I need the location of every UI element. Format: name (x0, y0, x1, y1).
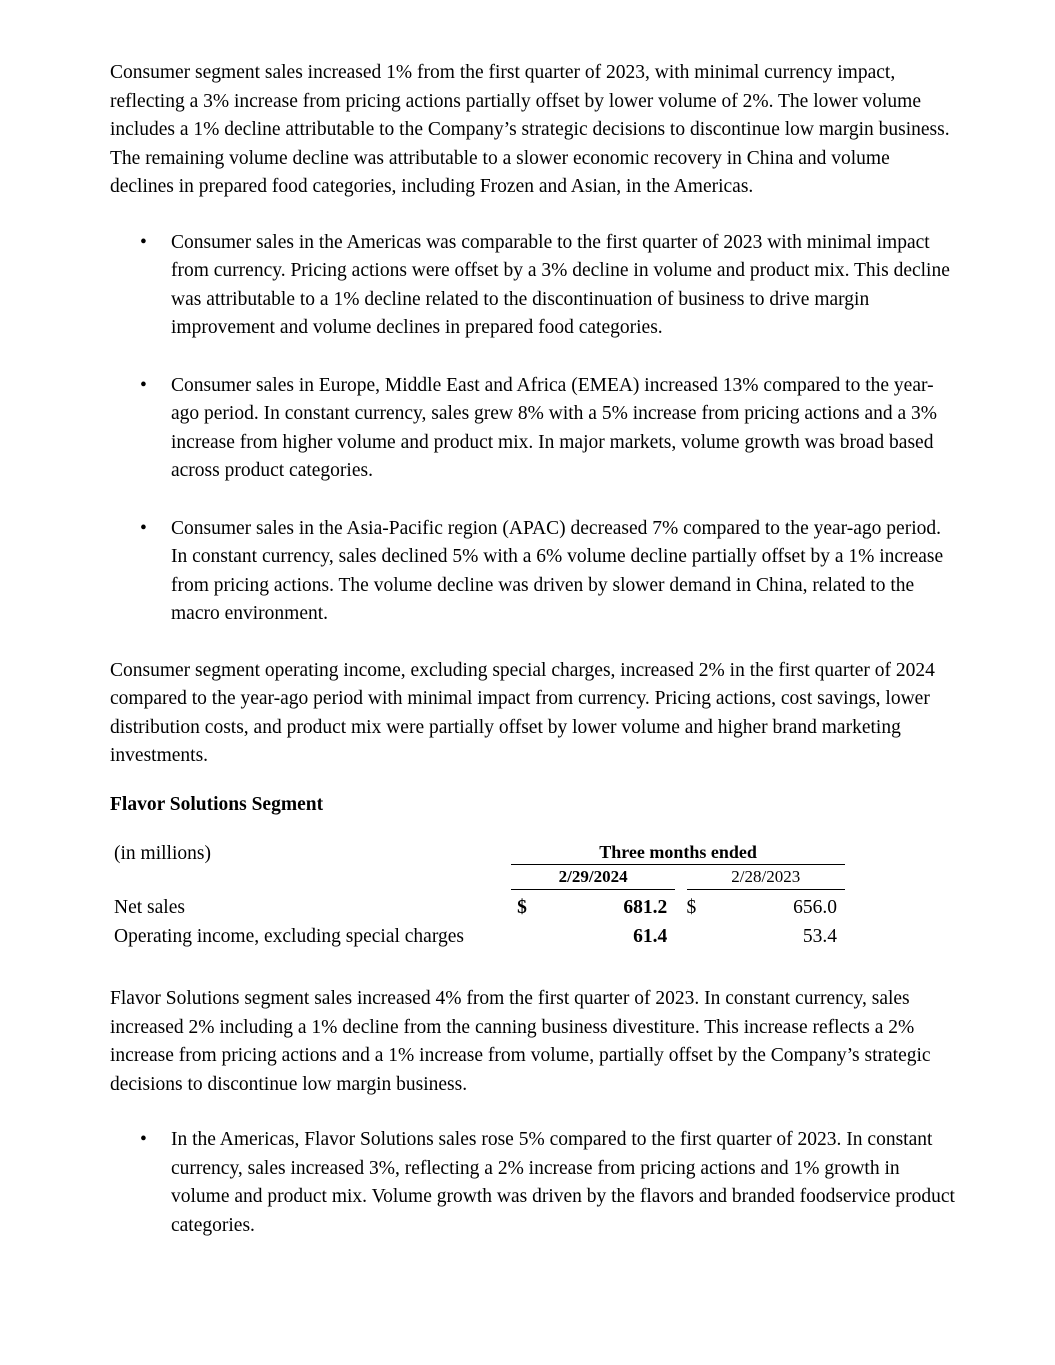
bullet-icon: • (140, 1129, 147, 1150)
consumer-operating-paragraph: Consumer segment operating income, excluding special charges, increased 2% in the first quarter of 2024 compared to the year-ago period with minimal impact from currency. Pricing actions, cost savings, lower distribution costs, and product mix were partially offset by lower volume and higher brand marketing investments. (110, 659, 935, 766)
list-item (110, 372, 955, 486)
net-sales-2023: 656.0 (793, 897, 837, 918)
bullet-icon: • (140, 517, 147, 539)
currency-symbol: $ (686, 897, 697, 918)
flavor-solutions-heading: Flavor Solutions Segment (110, 793, 324, 815)
operating-income-2024: 61.4 (633, 925, 668, 947)
list-item (110, 1126, 955, 1240)
list-item (110, 515, 955, 629)
flavor-region-list (110, 1126, 955, 1240)
bullet-text: Consumer sales in the Asia-Pacific region (APAC) decreased 7% compared to the year-ago period. In constant currency, sales declined 5% with a 6% volume decline partially offset by a 1% increase from pricing actions. The volume decline was driven by slower demand in China, related to the macro environment. (171, 517, 944, 624)
currency-symbol: $ (517, 897, 527, 918)
group-header: Three months ended (511, 840, 845, 865)
bullet-text: Consumer sales in the Americas was comparable to the first quarter of 2023 with minimal impact from currency. Pricing actions were offset by a 3% decline in volume and product mix. This decline was attributable to a 1% decline related to the discontinuation of business to drive margin improvement and volume declines in prepared food categories. (171, 231, 950, 338)
document-page (110, 59, 955, 1240)
col1-date-header: 2/29/2024 (511, 865, 675, 890)
operating-income-2023: 53.4 (802, 925, 837, 947)
unit-label: (in millions) (114, 843, 211, 864)
bullet-icon: • (140, 231, 147, 253)
flavor-intro-paragraph: Flavor Solutions segment sales increased 4% from the first quarter of 2023. In constant currency, sales increased 2% including a 1% decline from the canning business divestiture. This increase reflects a 2% increase from pricing actions and a 1% increase from volume, partially offset by the Company’s strategic decisions to discontinue low margin business. (110, 988, 931, 1095)
bullet-text: In the Americas, Flavor Solutions sales rose 5% compared to the first quarter of 2023. In constant currency, sales increased 3%, reflecting a 2% increase from pricing actions and 1% growth in volume and product mix. Volume growth was driven by the flavors and branded foodservice product categories. (171, 1129, 955, 1236)
bullet-icon: • (140, 374, 147, 396)
list-item (110, 229, 955, 343)
flavor-solutions-table (110, 840, 845, 951)
row-label: Operating income, excluding special charges (114, 925, 464, 947)
consumer-region-list (110, 229, 955, 629)
net-sales-2024: 681.2 (623, 897, 668, 918)
bullet-text: Consumer sales in Europe, Middle East and Africa (EMEA) increased 13% compared to the year-ago period. In constant currency, sales grew 8% with a 5% increase from pricing actions and a 3% increase from higher volume and product mix. In major markets, volume growth was broad based across product categories. (171, 374, 938, 481)
row-label: Net sales (114, 896, 185, 918)
consumer-intro-paragraph: Consumer segment sales increased 1% from the first quarter of 2023, with minimal currency impact, reflecting a 3% increase from pricing actions partially offset by lower volume of 2%. The lower volume includes a 1% decline attributable to the Company’s strategic decisions to discontinue low margin business. The remaining volume decline was attributable to a slower economic recovery in China and volume declines in prepared food categories, including Frozen and Asian, in the Americas. (110, 62, 950, 197)
table-row (110, 890, 845, 923)
table-header-row (110, 840, 845, 865)
col2-date-header: 2/28/2023 (687, 865, 846, 890)
table-row (110, 923, 845, 952)
